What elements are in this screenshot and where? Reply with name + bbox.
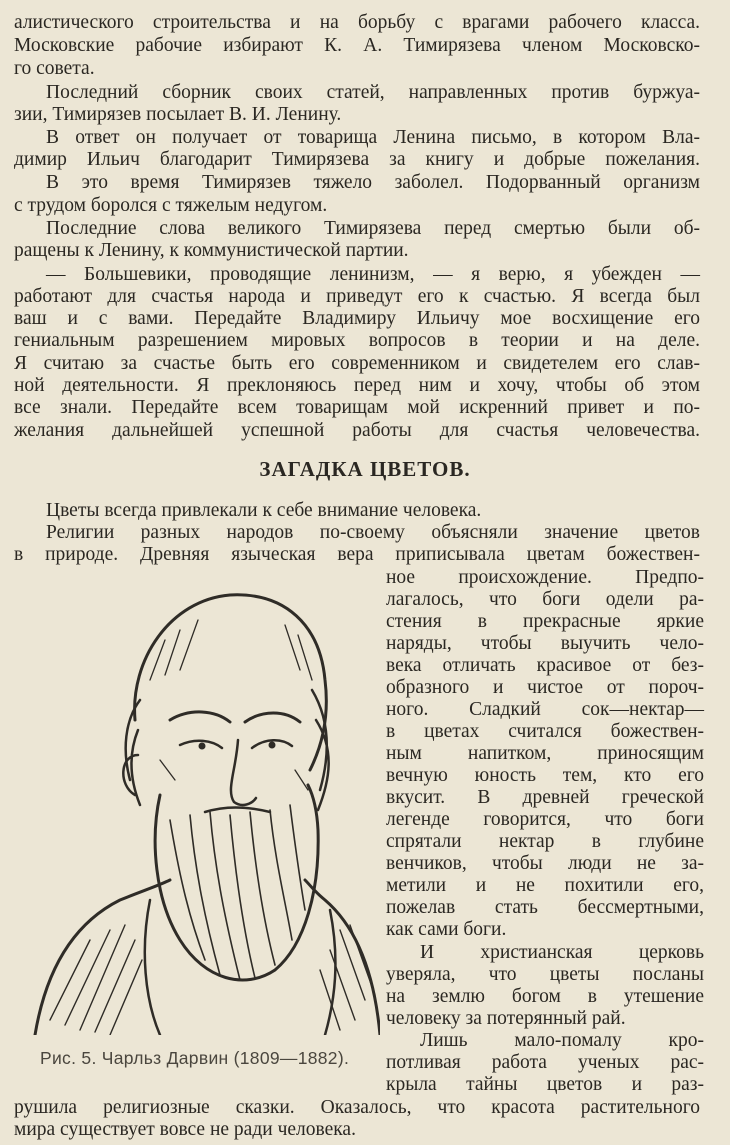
text-line: в цветах считался божествен- [386,721,704,742]
text-line: стения в прекрасные яркие [386,611,704,632]
text-line: на землю богом в утешение [386,986,704,1007]
text-line: рушила религиозные сказки. Оказалось, что красота растительного [14,1097,700,1118]
text-line: зии, Тимирязев посылает В. И. Ленину. [14,104,342,125]
text-line: гениальным разрешением мировых вопросов в теории и на деле. [14,330,700,351]
text-line: Я считаю за счастье быть его современником и свидетелем его слав- [14,353,700,374]
text-line: легенде говорится, что боги [386,809,704,830]
section-title: ЗАГАДКА ЦВЕТОВ. [259,457,471,481]
text-line: с трудом боролся с тяжелым недугом. [14,195,328,216]
text-line: Религии разных народов по-своему объясняли значение цветов [46,522,700,543]
text-line: ным напитком, приносящим [386,743,704,764]
text-line: в природе. Древняя языческая вера приписывала цветам божествен- [14,544,700,565]
text-line: мира существует вовсе не ради человека. [14,1119,356,1140]
text-line: ращены к Ленину, к коммунистической партии. [14,240,409,261]
text-line: Московские рабочие избирают К. А. Тимирязева членом Московско- [14,35,700,56]
text-line: алистического строительства и на борьбу с врагами рабочего класса. [14,12,700,33]
text-line: Последние слова великого Тимирязева перед смертью были об- [46,218,700,239]
text-line: И христианская церковь [420,942,704,963]
text-line: спрятали нектар в глубине [386,831,704,852]
text-line: пожелав стать бессмертными, [386,897,704,918]
text-line: века отличать красивое от без- [386,655,704,676]
text-line: лагалось, что боги одели ра- [386,589,704,610]
text-line: Цветы всегда привлекали к себе внимание человека. [46,500,482,521]
text-line: человеку за потерянный рай. [386,1008,626,1029]
text-line: наряды, чтобы выучить чело- [386,633,704,654]
text-line: — Большевики, проводящие ленинизм, — я верю, я убежден — [46,264,700,285]
text-line: вкусит. В древней греческой [386,787,704,808]
text-line: ное происхождение. Предпо- [386,567,704,588]
text-line: димир Ильич благодарит Тимирязева за книгу и добрые пожелания. [14,149,700,170]
text-line: венчиков, чтобы люди не за- [386,853,704,874]
text-line: как сами боги. [386,919,507,940]
text-line: метили и не похитили его, [386,875,704,896]
text-line: ного. Сладкий сок—нектар— [386,699,704,720]
text-line: Лишь мало-помалу кро- [420,1030,704,1051]
text-line: В ответ он получает от товарища Ленина письмо, в котором Вла- [46,127,700,148]
darwin-portrait-illustration [30,580,380,1035]
text-line: потливая работа ученых рас- [386,1052,704,1073]
text-line: желания дальнейшей успешной работы для счастья человечества. [14,420,700,441]
text-line: работают для счастья народа и приведут его к счастью. Я всегда был [14,286,700,307]
text-line: Последний сборник своих статей, направленных против буржуа- [46,82,700,103]
text-line: уверяла, что цветы посланы [386,964,704,985]
text-line: го совета. [14,58,95,79]
text-line: крыла тайны цветов и раз- [386,1074,704,1095]
text-line: ной деятельности. Я преклоняюсь перед ним и хочу, чтобы об этом [14,375,700,396]
text-line: образного и чистое от пороч- [386,677,704,698]
text-line: ваш и с вами. Передайте Владимиру Ильичу мое восхищение его [14,308,700,329]
text-line: В это время Тимирязев тяжело заболел. Подорванный организм [46,172,700,193]
figure-caption: Рис. 5. Чарльз Дарвин (1809—1882). [40,1048,350,1068]
text-line: вечную юность тем, кто его [386,765,704,786]
text-line: все знали. Передайте всем товарищам мой искренний привет и по- [14,397,700,418]
